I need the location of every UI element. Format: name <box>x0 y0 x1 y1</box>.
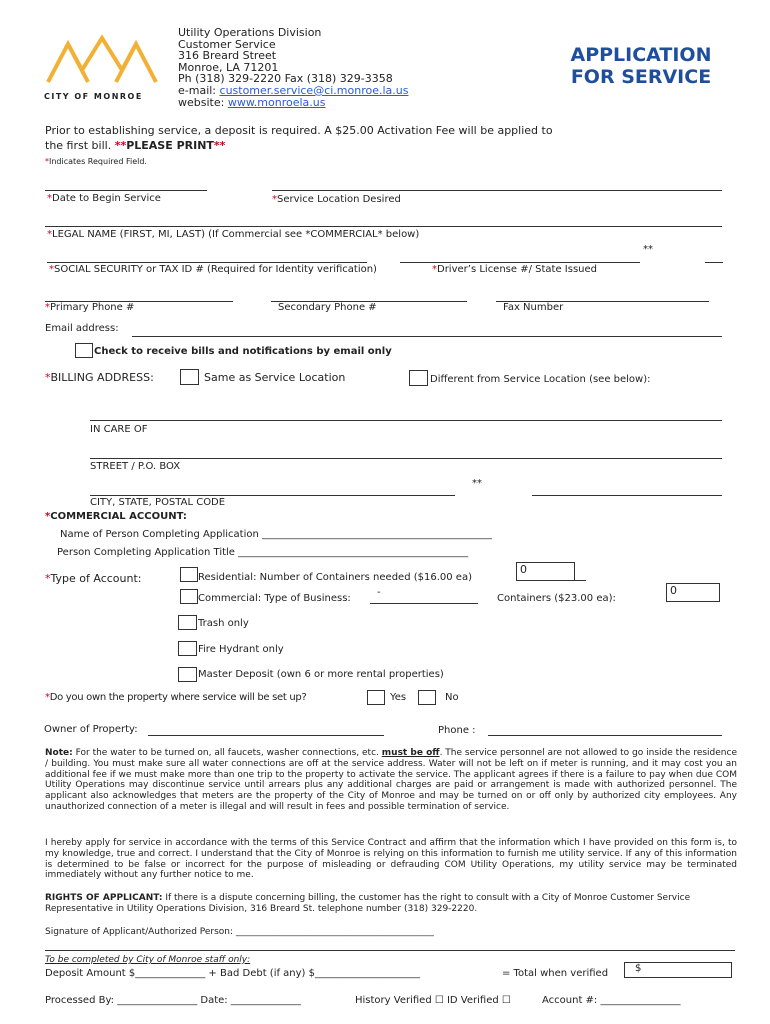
email-bills-checkbox[interactable] <box>75 343 93 358</box>
primary-phone-label: *Primary Phone # <box>45 302 135 313</box>
phone-fax: Ph (318) 329-2220 Fax (318) 329-3358 <box>178 72 393 86</box>
same-as-label: Same as Service Location <box>204 371 346 384</box>
in-care-of-label: IN CARE OF <box>90 424 148 435</box>
division: Utility Operations Division <box>178 26 322 39</box>
office-divider <box>45 950 735 951</box>
different-checkbox[interactable] <box>409 370 428 386</box>
own-property-label: *Do you own the property where service will be set up? <box>45 692 307 703</box>
service-location-field[interactable] <box>272 176 722 191</box>
deposit-line[interactable]: Deposit Amount $______________ + Bad Debt (if any) $_____________________ <box>45 968 420 979</box>
ssn-stars: ** <box>643 244 653 255</box>
business-type-dash: - <box>377 587 381 598</box>
trash-checkbox[interactable] <box>178 615 197 630</box>
date-begin-label: *Date to Begin Service <box>47 193 161 204</box>
different-label: Different from Service Location (see below): <box>430 374 651 385</box>
master-label: Master Deposit (own 6 or more rental properties) <box>198 669 444 680</box>
owner-field[interactable] <box>148 722 384 736</box>
website-line: website: www.monroela.us <box>178 95 326 109</box>
department: Customer Service <box>178 37 276 51</box>
email-link[interactable]: customer.service@ci.monroe.la.us <box>219 83 409 97</box>
same-as-checkbox[interactable] <box>180 369 199 385</box>
dl-label: *Driver’s License #/ State Issued <box>432 264 597 275</box>
trash-label: Trash only <box>198 618 249 629</box>
email-label: Email address: <box>45 323 119 334</box>
name-person-line[interactable]: Name of Person Completing Application ______________________________________________ <box>60 529 493 540</box>
owner-phone-field[interactable] <box>488 722 722 736</box>
commercial-checkbox[interactable] <box>180 589 198 604</box>
email-field[interactable] <box>132 322 722 337</box>
legal-name-label: *LEGAL NAME (FIRST, MI, LAST) (If Commercial see *COMMERCIAL* below) <box>47 229 420 240</box>
hydrant-checkbox[interactable] <box>178 641 197 656</box>
street-address: 316 Breard Street <box>178 49 277 63</box>
commercial-label: Commercial: Type of Business: <box>198 593 351 604</box>
email-line: e-mail: customer.service@ci.monroe.la.us <box>178 83 409 97</box>
email-bills-label: Check to receive bills and notifications by email only <box>94 346 392 357</box>
residential-containers-input[interactable]: 0 <box>516 562 575 581</box>
city-stars: ** <box>472 478 482 489</box>
no-label: No <box>445 692 459 703</box>
no-checkbox[interactable] <box>418 690 436 705</box>
street-field[interactable] <box>90 444 722 459</box>
fax-field[interactable] <box>496 287 709 302</box>
ssn-field[interactable] <box>47 248 367 263</box>
dl-field[interactable] <box>400 248 640 263</box>
type-account-label: *Type of Account: <box>45 572 142 585</box>
ssn-label: *SOCIAL SECURITY or TAX ID # (Required for Identity verification) <box>49 264 377 275</box>
dl-state-field[interactable] <box>705 248 723 263</box>
city-state-field-2[interactable] <box>532 481 722 496</box>
street-label: STREET / P.O. BOX <box>90 461 181 472</box>
city-address: Monroe, LA 71201 <box>178 60 279 74</box>
commercial-account-label: *COMMERCIAL ACCOUNT: <box>45 511 187 522</box>
containers-label: Containers ($23.00 ea): <box>497 593 616 604</box>
required-note: *Indicates Required Field. <box>45 157 147 166</box>
owner-label: Owner of Property: <box>44 724 138 735</box>
primary-phone-field[interactable] <box>45 287 233 302</box>
residential-containers-tail <box>574 568 586 581</box>
logo-text: CITY OF MONROE <box>44 92 143 101</box>
website-link[interactable]: www.monroela.us <box>227 95 326 109</box>
legal-name-field[interactable] <box>45 212 722 227</box>
title-person-line[interactable]: Person Completing Application Title ______________________________________________ <box>57 547 469 558</box>
phone-label: Phone : <box>438 725 476 736</box>
processed-line[interactable]: Processed By: ________________ Date: ______________ <box>45 995 301 1006</box>
signature-line[interactable]: Signature of Applicant/Authorized Person: ____________________________________________ <box>45 927 434 937</box>
total-input[interactable]: $ <box>624 962 732 978</box>
city-state-field[interactable] <box>90 481 455 496</box>
city-logo <box>44 34 160 101</box>
secondary-phone-label: Secondary Phone # <box>278 302 377 313</box>
residential-checkbox[interactable] <box>180 567 198 582</box>
yes-label: Yes <box>390 692 407 703</box>
service-location-label: *Service Location Desired <box>272 194 401 205</box>
billing-address-label: *BILLING ADDRESS: <box>45 371 154 384</box>
yes-checkbox[interactable] <box>367 690 385 705</box>
affirmation-paragraph: I hereby apply for service in accordance with the terms of this Service Contract and affirm that the information which I have provided on this form is, to my knowledge, true and correct. I understand that the City of Monroe is relying on this information to furnish me utility service. If any of this information is determined to be false or incorrect for the purpose of misleading or defrauding COM Utility Operations, my utility service may be terminated immediately without any further notice to me. <box>45 838 737 881</box>
business-type-field[interactable] <box>370 590 478 604</box>
contact-block <box>178 27 409 108</box>
commercial-containers-input[interactable]: 0 <box>666 583 720 602</box>
office-heading: To be completed by City of Monroe staff only: <box>45 955 251 965</box>
master-checkbox[interactable] <box>178 667 197 682</box>
total-label: = Total when verified <box>502 968 609 979</box>
rights-paragraph: RIGHTS OF APPLICANT: If there is a dispute concerning billing, the customer has the right to consult with a City of Monroe Customer Service Representative in Utility Operations Division, 316 Breard St. telephone number (318) 329-2220. <box>45 893 691 914</box>
city-state-label: CITY, STATE, POSTAL CODE <box>90 497 226 508</box>
note-paragraph: Note: For the water to be turned on, all faucets, washer connections, etc. must be off. The service personnel are not allowed to go inside the residence / building. You must make sure all water connections are off at the service address. Water will not be left on if meter is running, and it may cost you an additional fee if we must make more than one trip to the property to activate the service. The applicant agrees if there is a failure to pay when due COM Utility Operations may discontinue service until arrears plus any additional charges are paid or arrangement is made with authorized personnel. The applicant also acknowledges that meters are the property of the City of Monroe and may be turned on or off only by authorized city employees. Any unauthorized connection of a meter is illegal and will result in fees and possible termination of service. <box>45 748 737 812</box>
history-verified[interactable]: History Verified ☐ ID Verified ☐ <box>355 995 511 1006</box>
account-line[interactable]: Account #: ________________ <box>542 995 681 1006</box>
hydrant-label: Fire Hydrant only <box>198 644 284 655</box>
intro-text: Prior to establishing service, a deposit is required. A $25.00 Activation Fee will be applied to the first bill. **PLEASE PRINT** <box>45 124 553 152</box>
date-begin-field[interactable] <box>45 176 207 191</box>
in-care-of-field[interactable] <box>90 406 722 421</box>
secondary-phone-field[interactable] <box>271 287 467 302</box>
page-title: APPLICATION FOR SERVICE <box>570 44 712 88</box>
fax-label: Fax Number <box>503 302 564 313</box>
residential-label: Residential: Number of Containers needed ($16.00 ea) <box>198 572 472 583</box>
mountain-logo-icon <box>44 34 160 86</box>
